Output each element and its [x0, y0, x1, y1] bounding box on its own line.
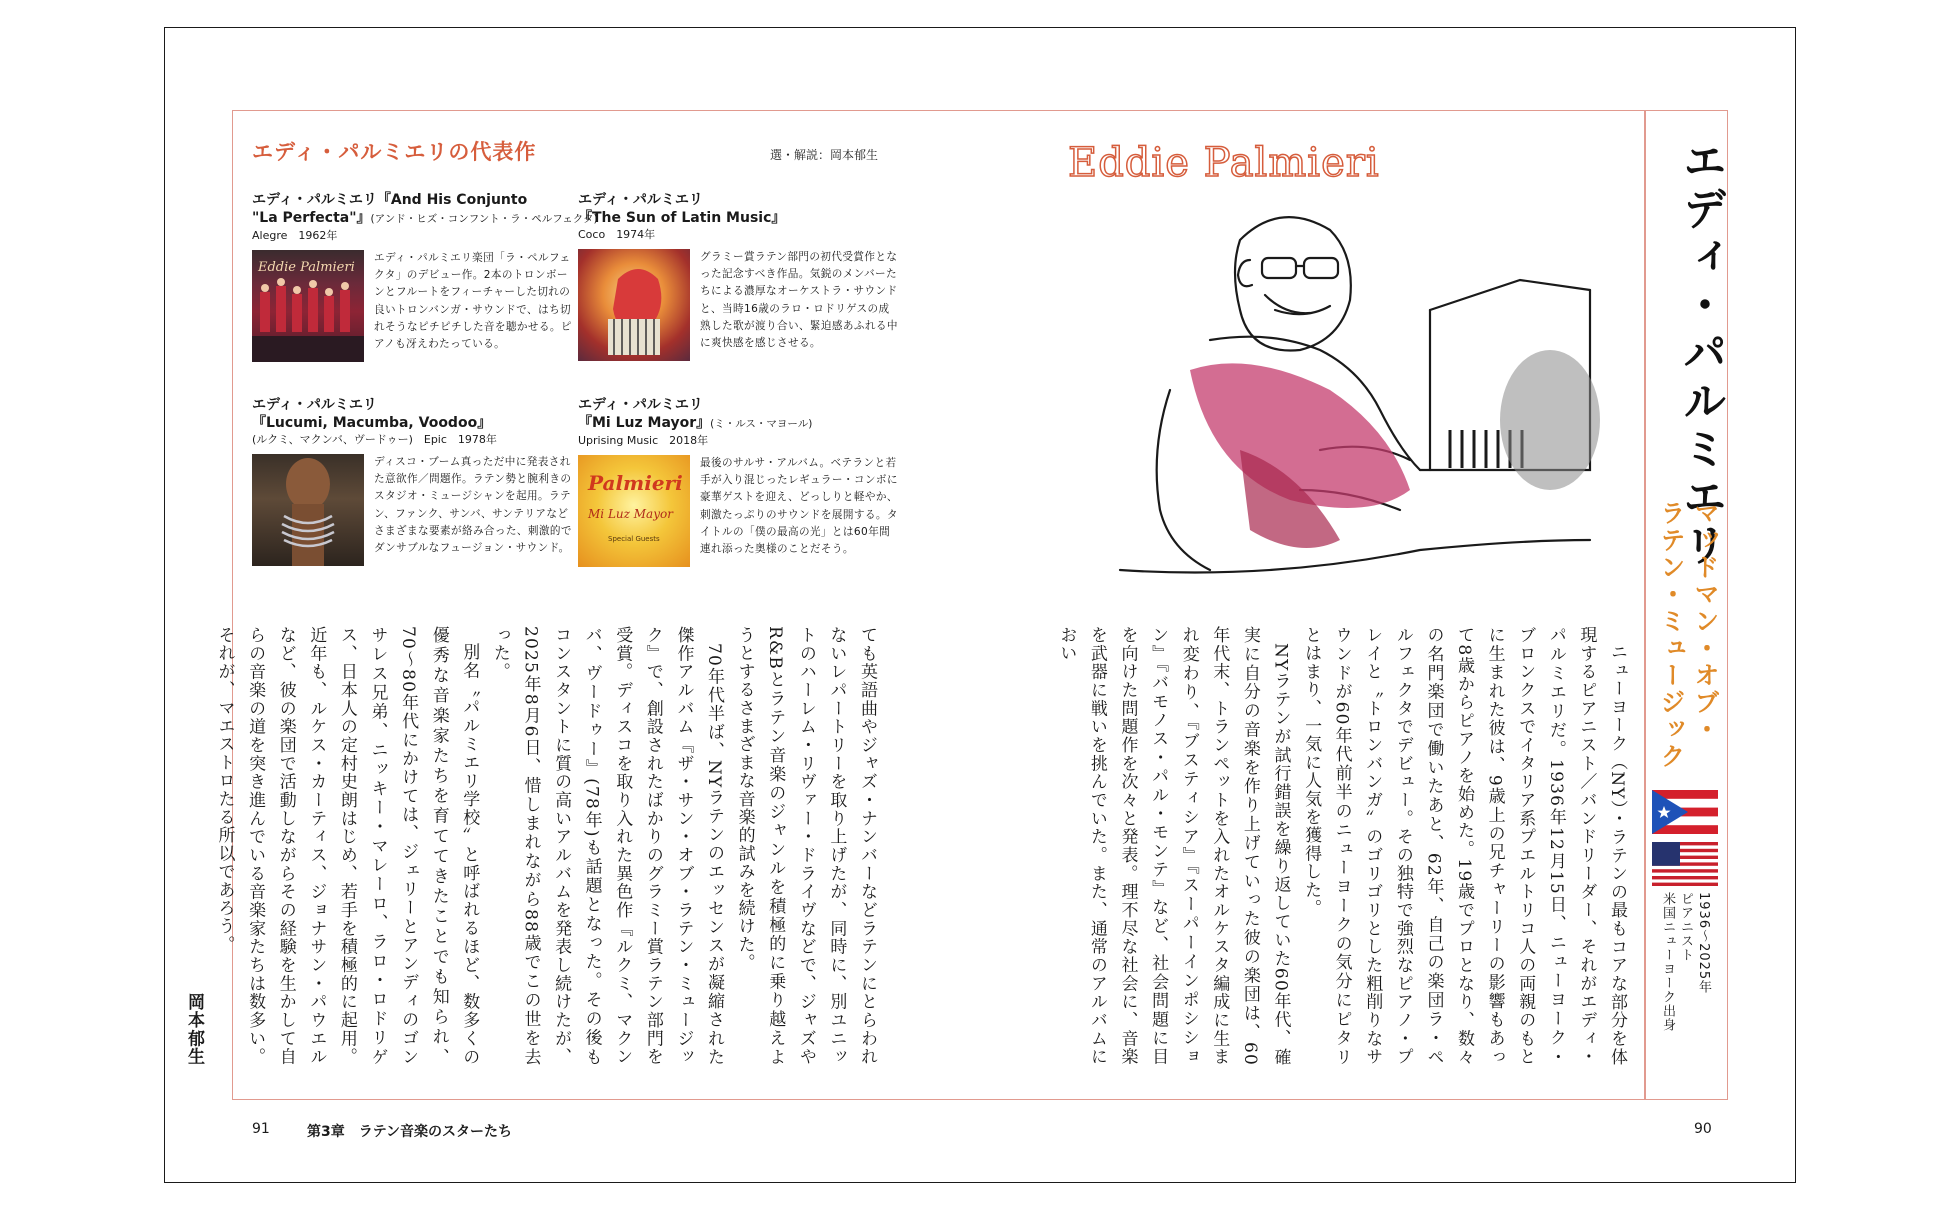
artist-name-japanese: エディ・パルミエリ: [1675, 138, 1726, 570]
work-label: (ルクミ、マクンバ、ヴードゥー) Epic 1978年: [252, 433, 497, 446]
work-item: [252, 396, 572, 566]
album-cover: Palmieri Mi Luz Mayor Special Guests: [578, 455, 690, 567]
work-label: Uprising Music 2018年: [578, 434, 709, 447]
works-title: エディ・パルミエリの代表作: [252, 140, 537, 164]
essay-left: [183, 626, 882, 1066]
work-title: エディ・パルミエリ『And His Conjunto: [252, 192, 528, 208]
work-description: ディスコ・ブーム真っただ中に発表された意欲作／問題作。ラテン勢と腕利きのスタジオ・ミュージシャンを起用。ラテン、ファンク、サンバ、サンテリアなどさまざまな要素が絡み合った、刺激的でダンサブルなフュージョン・サウンド。: [374, 456, 572, 555]
page-number-right: 90: [1694, 1121, 1712, 1137]
work-item: [578, 396, 898, 567]
work-description: グラミー賞ラテン部門の初代受賞作となった記念すべき作品。気鋭のメンバーたちによる濃厚なオーケストラ・サウンドと、当時16歳のラロ・ロドリゲスの成熟した歌が渡り合い、緊迫感あふれる中に爽快感を感じさせる。: [700, 251, 898, 350]
work-title: エディ・パルミエリ: [252, 397, 377, 413]
essay-paragraph: 別名〝パルミエリ学校〟と呼ばれるほど、数多くの優秀な音楽家たちを育ててきたことでも知られ、70〜80年代にかけては、ジェリーとアンディのゴンサレス兄弟、ニッキー・マレーロ、ラロ・ロドリゲス、日本人の定村史朗はじめ、若手を積極的に起用。近年も、ルケス・カーティス、ジョナサン・パウエルなど、彼の楽団で活動しながらその経験を生かして自らの音楽の道を突き進んでいる音楽家たちは数多い。それが、マエストロたる所以であろう。: [214, 626, 480, 1066]
work-title-line2: 『Lucumi, Macumba, Voodoo』: [252, 415, 492, 431]
album-cover: [578, 249, 690, 361]
chapter-title: 第3章 ラテン音楽のスターたち: [307, 1124, 513, 1140]
usa-flag-icon: [1652, 842, 1718, 886]
work-title: エディ・パルミエリ: [578, 397, 703, 413]
page-number-left: 91: [252, 1121, 270, 1137]
essay-paragraph: NYラテンが試行錯誤を繰り返していた60年代、確実に自分の音楽を作り上げていった彼の楽団は、60年代末、トランペットを入れたオルケスタ編成に生まれ変わり、『ブスティシア』『スーパーインポシション』『バモノス・パル・モンテ』など、社会問題に目を向けた問題作を次々と発表。理不尽な社会に、音楽を武器に戦いを挑んでいた。また、通常のアルバムにおい: [1056, 626, 1291, 1066]
puerto-rico-flag-icon: [1652, 790, 1718, 834]
artist-meta: 1936〜2025年 ピアニスト 米国ニューヨーク出身: [1660, 892, 1711, 1032]
work-label: Alegre 1962年: [252, 229, 338, 242]
essay-right: [1032, 626, 1632, 1066]
work-title-line2: "La Perfecta"』(アンド・ヒズ・コンフント・ラ・ペルフェクタ): [252, 210, 598, 226]
artist-name-english: Eddie Palmieri: [1068, 140, 1380, 186]
album-cover: Eddie Palmieri: [252, 250, 364, 362]
album-cover: [252, 454, 364, 566]
essay-paragraph: 70年代半ば、NYラテンのエッセンスが凝縮された傑作アルバム『ザ・サン・オブ・ラテン・ミュージック』で、創設されたばかりのグラミー賞ラテン部門を受賞。ディスコを取り入れた異色作『ルクミ、マクンバ、ヴードゥー』(78年)も話題となった。その後もコンスタントに質の高いアルバムを発表し続けたが、2025年8月6日、惜しまれながら88歳でこの世を去った。: [489, 626, 725, 1066]
work-title: エディ・パルミエリ: [578, 192, 703, 208]
works-credit: 選・解説：岡本郁生: [770, 148, 879, 162]
work-item: [252, 191, 598, 362]
essay-paragraph: ニューヨーク（NY）・ラテンの最もコアな部分を体現するピアニスト／バンドリーダー、それがエディ・パルミエリだ。1936年12月15日、ニューヨーク・ブロンクスでイタリア系プエルトリコ人の両親のもとに生まれた彼は、9歳上の兄チャーリーの影響もあって8歳からピアノを始めた。19歳でプロとなり、数々の名門楽団で働いたあと、62年、自己の楽団ラ・ペルフェクタでデビュー。その独特で強烈なピアノ・プレイと〝トロンバンガ〟のゴリゴリとした粗削りなサウンドが60年代前半のニューヨークの気分にピタリとはまり、一気に人気を獲得した。: [1301, 626, 1627, 1066]
pianist-illustration: [1090, 200, 1610, 580]
artist-tagline: マッドマン・オブ・ ラテン・ミュージック: [1657, 500, 1720, 770]
essay-paragraph: ても英語曲やジャズ・ナンバーなどラテンにとらわれないレパートリーを取り上げたが、同時に、別ユニットのハーレム・リヴァー・ドライヴなどで、ジャズやR&Bとラテン音楽のジャンルを積極的に乗り越えようとするさまざまな音楽的試みを続けた。: [734, 626, 877, 1066]
work-label: Coco 1974年: [578, 228, 656, 241]
work-item: [578, 191, 898, 361]
work-description: 最後のサルサ・アルバム。ベテランと若手が入り混じったレギュラー・コンボに豪華ゲストを迎え、どっしりと軽やか、刺激たっぷりのサウンドを展開する。タイトルの「僕の最高の光」とは60年間連れ添った奥様のことだそう。: [700, 457, 898, 556]
work-title-line2: 『Mi Luz Mayor』(ミ・ルス・マヨール): [578, 415, 813, 431]
sidebar-divider: [1644, 110, 1646, 1100]
work-title-line2: 『The Sun of Latin Music』: [578, 210, 786, 226]
essay-author: 岡本郁生: [183, 993, 204, 1066]
work-description: エディ・パルミエリ楽団「ラ・ペルフェクタ」のデビュー作。2本のトロンボーンとフルートをフィーチャーした切れの良いトロンバンガ・サウンドで、はち切れそうなピチピチした音を聴かせる。ピアノも冴えわたっている。: [374, 252, 572, 351]
